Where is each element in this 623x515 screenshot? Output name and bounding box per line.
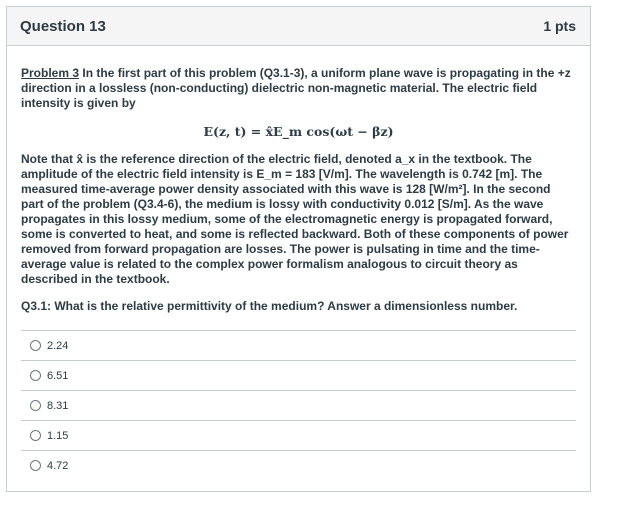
question-points: 1 pts [543, 18, 576, 34]
radio-button-icon[interactable] [30, 370, 41, 381]
question-prompt: Q3.1: What is the relative permittivity of the medium? Answer a dimensionless number. [21, 299, 518, 313]
question-header [7, 7, 590, 46]
answer-label: 2.24 [47, 339, 69, 352]
problem-intro-text: In the first part of this problem (Q3.1-3), a uniform plane wave is propagating in the +z direction in a lossless (non-conducting) dielectric non-magnetic material. The electric field intensity is given by [21, 66, 571, 110]
answer-option[interactable] [21, 390, 576, 420]
radio-button-icon[interactable] [30, 430, 41, 441]
answer-label: 1.15 [47, 429, 69, 442]
answer-list [21, 330, 576, 480]
radio-button-icon[interactable] [30, 400, 41, 411]
field-equation: E(z, t) = x̂E_m cos(ωt − βz) [203, 124, 394, 139]
answer-label: 8.31 [47, 399, 69, 412]
problem-intro [21, 66, 576, 111]
radio-button-icon[interactable] [30, 460, 41, 471]
answer-option[interactable] [21, 450, 576, 480]
problem-label: Problem 3 [21, 66, 80, 80]
question-card [6, 6, 591, 492]
answer-option[interactable] [21, 360, 576, 390]
answer-option[interactable] [21, 330, 576, 360]
question-body [7, 46, 590, 480]
question-title: Question 13 [20, 17, 106, 35]
answer-option[interactable] [21, 420, 576, 450]
problem-description: Note that x̂ is the reference direction of the electric field, denoted a_x in the textbook. The amplitude of the electric field intensity is E_m = 183 [V/m]. The wavelength is 0.742 [m]. The measured time-average power density associated with this wave is 128 [W/m²]. In the second part of the problem (Q3.4-6), the medium is lossy with conductivity 0.012 [S/m]. As the wave propagates in this lossy medium, some of the electromagnetic energy is propagated forward, some is converted to heat, and some is reflected backward. Both of these components of power removed from forward propagation are losses. The power is pulsating in time and the time-average value is related to the complex power formalism analogous to circuit theory as described in the textbook. [21, 152, 569, 286]
radio-button-icon[interactable] [30, 340, 41, 351]
answer-label: 6.51 [47, 369, 69, 382]
answer-label: 4.72 [47, 459, 69, 472]
